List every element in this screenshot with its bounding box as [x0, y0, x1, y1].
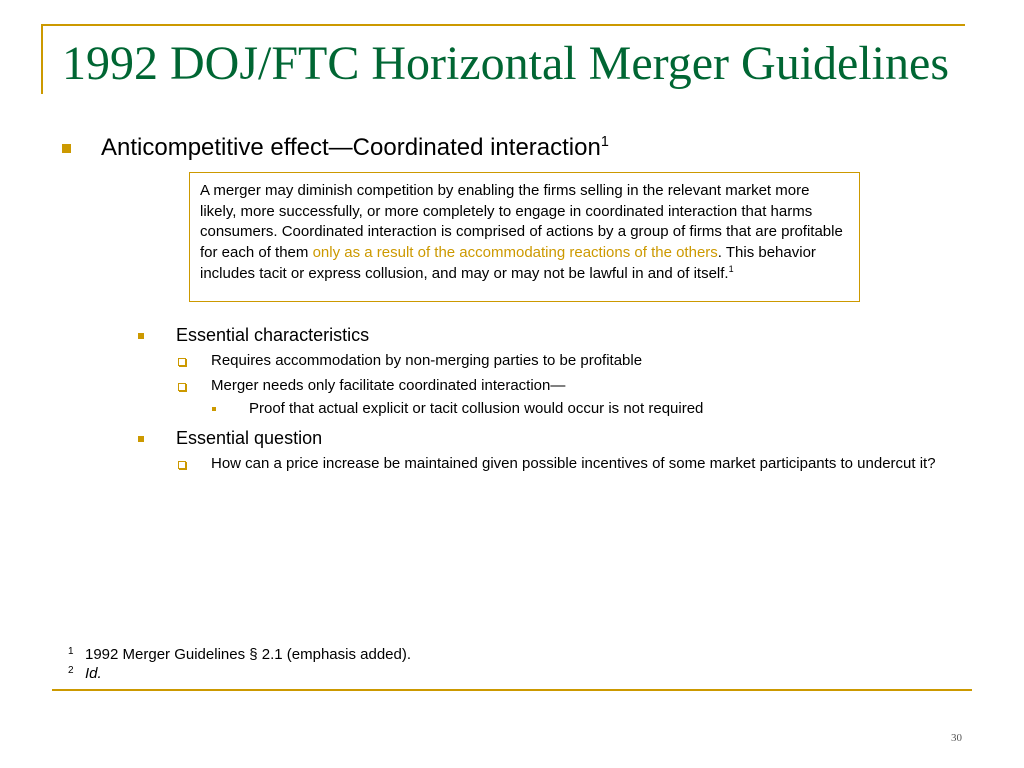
quote-footnote-ref: 1	[728, 263, 734, 274]
sub-list-item: Proof that actual explicit or tacit collusion would occur is not required	[212, 400, 703, 417]
bottom-rule	[52, 689, 972, 691]
list-item: Requires accommodation by non-merging parties to be profitable	[178, 351, 642, 371]
list-item: How can a price increase be maintained given possible incentives of some market participants to undercut it?	[178, 454, 938, 474]
essential-characteristics-item	[138, 325, 369, 346]
top-border	[41, 24, 965, 26]
quote-box: A merger may diminish competition by enabling the firms selling in the relevant market more likely, more successfully, or more completely to engage in coordinated interaction that harms consumers. Coordinated interaction is comprised of actions by a group of firms that are profitable for each of them only as a result of the accommodating reactions of the others. This behavior includes tacit or express collusion, and may or may not be lawful in and of itself.$^1$	[189, 172, 860, 302]
small-square-bullet-icon	[212, 407, 216, 411]
hollow-square-bullet-icon	[178, 358, 186, 366]
footnote: 1 1992 Merger Guidelines § 2.1 (emphasis added).	[68, 646, 412, 663]
essential-question-label: Essential question	[176, 428, 323, 448]
page-number: 30	[951, 732, 962, 744]
footnote-ref: 1	[600, 134, 609, 150]
left-border	[41, 24, 43, 94]
bullet-square-icon	[62, 144, 71, 153]
hollow-square-bullet-icon	[178, 383, 186, 391]
main-bullet-text: Anticompetitive effect—Coordinated interaction$^1$	[101, 134, 609, 161]
list-item: Merger needs only facilitate coordinated interaction—	[178, 376, 565, 396]
essential-question-item	[138, 428, 322, 449]
bullet-square-icon	[138, 436, 144, 442]
footnote: 2 Id.	[68, 665, 102, 682]
slide-title: 1992 DOJ/FTC Horizontal Merger Guidelines	[62, 37, 949, 90]
footnotes	[68, 645, 411, 683]
essential-characteristics-label: Essential characteristics	[176, 325, 370, 345]
hollow-square-bullet-icon	[178, 461, 186, 469]
main-bullet	[62, 134, 609, 162]
bullet-square-icon	[138, 333, 144, 339]
quote-emphasis: only as a result of the accommodating reactions of the others	[312, 244, 718, 262]
